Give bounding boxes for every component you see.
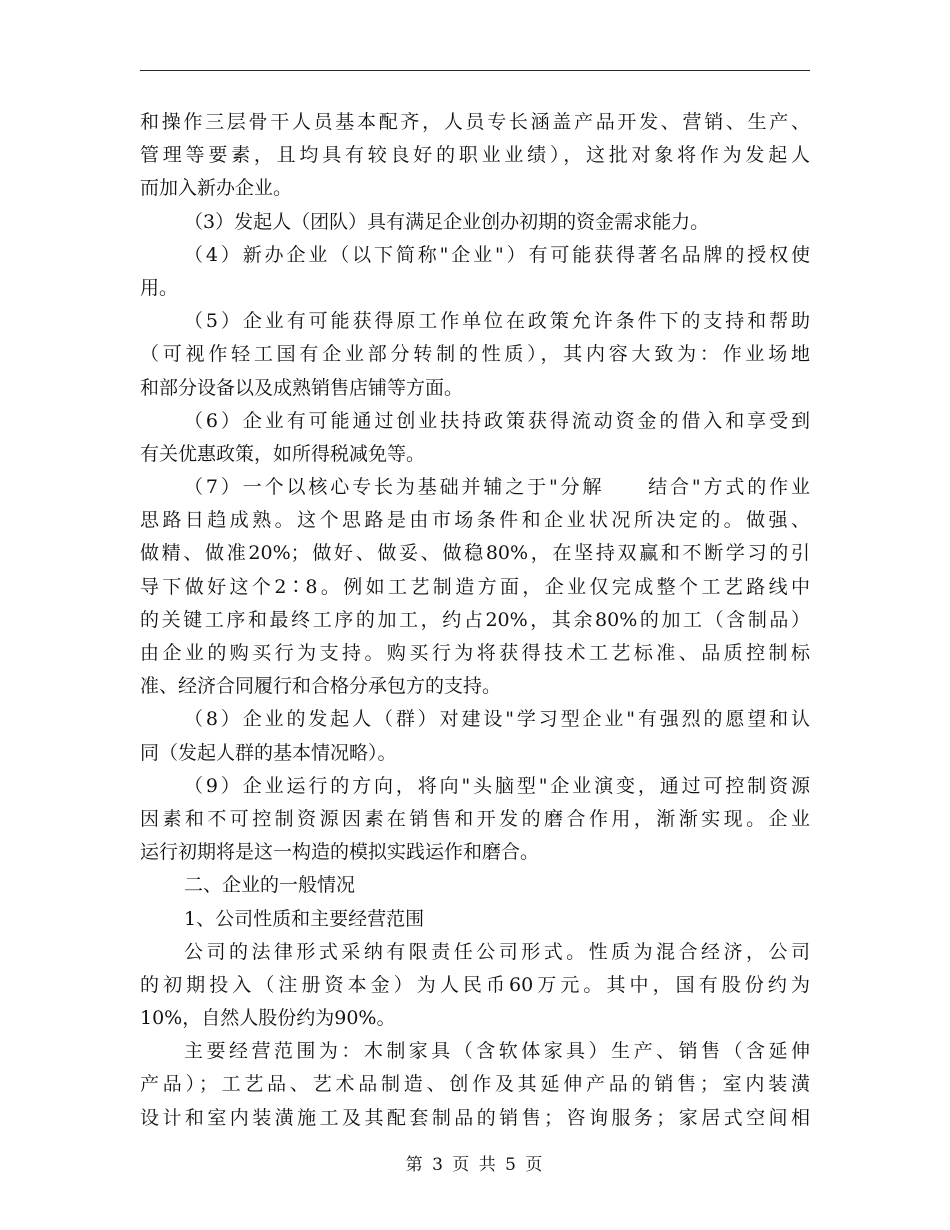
text-line: 和操作三层骨干人员基本配齐，人员专长涵盖产品开发、营销、生产、: [140, 111, 810, 133]
text-line: 由企业的购买行为支持。购买行为将获得技术工艺标准、品质控制标: [140, 642, 810, 664]
text-line: 1、公司性质和主要经营范围: [184, 907, 425, 930]
text-line: （可视作轻工国有企业部分转制的性质），其内容大致为：作业场地: [140, 343, 810, 366]
text-line: （6）企业有可能通过创业扶持政策获得流动资金的借入和享受到: [184, 409, 810, 432]
text-line: 因素和不可控制资源因素在销售和开发的磨合作用，渐渐实现。企业: [140, 807, 810, 830]
page-footer: 第 3 页 共 5 页: [405, 1155, 545, 1175]
text-line: 主要经营范围为：木制家具（含软体家具）生产、销售（含延伸: [184, 1040, 810, 1063]
text-line: 和部分设备以及成熟销售店铺等方面。: [140, 376, 464, 399]
text-line: 设计和室内装潢施工及其配套制品的销售；咨询服务；家居式空间相: [140, 1106, 810, 1129]
text-line: 导下做好这个2∶8。例如工艺制造方面，企业仅完成整个工艺路线中: [140, 575, 810, 598]
text-line: 而加入新办企业。: [140, 177, 293, 200]
text-line: 10%，自然人股份约为90%。: [140, 1007, 396, 1030]
text-line: （8）企业的发起人（群）对建设"学习型企业"有强烈的愿望和认: [184, 708, 810, 731]
text-line: 有关优惠政策，如所得税减免等。: [140, 442, 426, 465]
text-line: 的初期投入（注册资本金）为人民币60万元。其中，国有股份约为: [140, 973, 810, 996]
text-line: （4）新办企业（以下简称"企业"）有可能获得著名品牌的授权使: [184, 243, 810, 266]
header-rule: [140, 70, 810, 71]
text-line: 运行初期将是这一构造的模拟实践运作和磨合。: [140, 841, 540, 864]
text-line: 产品）；工艺品、艺术品制造、创作及其延伸产品的销售；室内装潢: [140, 1073, 810, 1096]
text-line: 思路日趋成熟。这个思路是由市场条件和企业状况所决定的。做强、: [140, 509, 810, 532]
text-line: 用。: [140, 276, 179, 299]
text-line: 做精、做准20%；做好、做妥、做稳80%，在坚持双赢和不断学习的引: [140, 542, 810, 565]
text-line: 的关键工序和最终工序的加工，约占20%，其余80%的加工（含制品）: [140, 608, 810, 631]
text-line: （9）企业运行的方向，将向"头脑型"企业演变，通过可控制资源: [184, 774, 810, 797]
text-line: 公司的法律形式采纳有限责任公司形式。性质为混合经济，公司: [184, 940, 810, 963]
text-line: 管理等要素，且均具有较良好的职业业绩），这批对象将作为发起人: [140, 144, 810, 167]
text-line: （5）企业有可能获得原工作单位在政策允许条件下的支持和帮助: [184, 310, 810, 333]
text-line: 同（发起人群的基本情况略）。: [140, 741, 397, 764]
document-body: [140, 106, 810, 1135]
text-line: （7）一个以核心专长为基础并辅之于"分解 结合"方式的作业: [184, 476, 810, 499]
text-line: 准、经济合同履行和合格分承包方的支持。: [140, 675, 502, 698]
text-line: 二、企业的一般情况: [184, 874, 356, 897]
text-line: （3）发起人（团队）具有满足企业创办初期的资金需求能力。: [184, 210, 710, 233]
